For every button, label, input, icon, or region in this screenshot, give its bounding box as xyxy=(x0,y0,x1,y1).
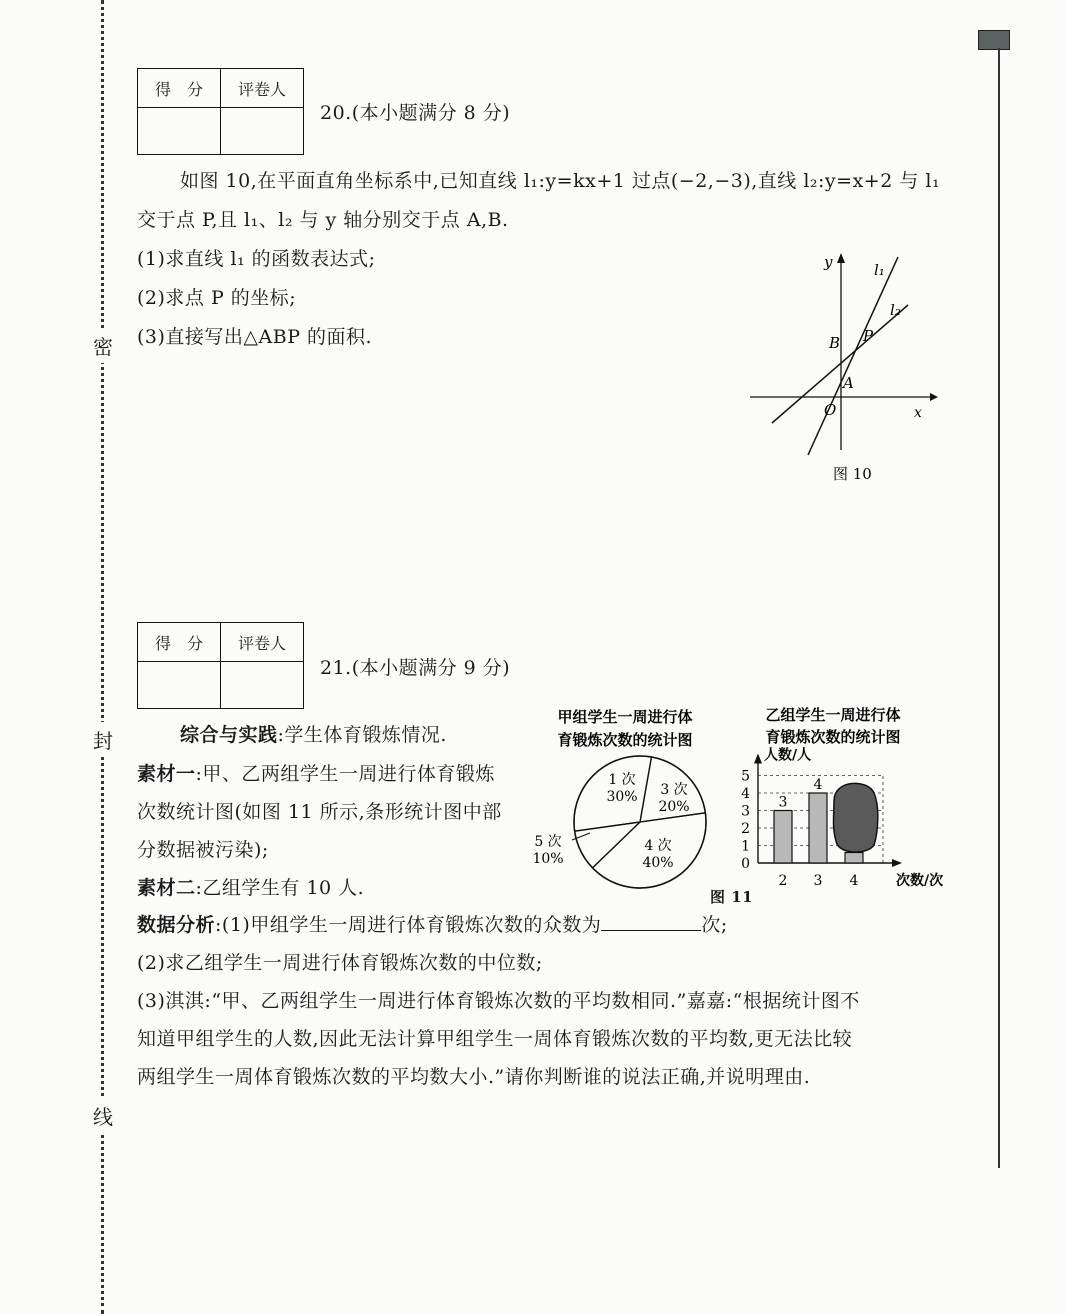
grader-label: 评卷人 xyxy=(221,69,304,108)
pie-percent-label: 40% xyxy=(642,855,674,871)
q21-m1-line2: 次数统计图(如图 11 所示,条形统计图中部 xyxy=(137,801,502,823)
pie-category-label: 4 次 xyxy=(644,838,672,854)
bar-y-tick: 4 xyxy=(741,786,750,802)
ink-stain-blot xyxy=(834,783,878,852)
score-cell[interactable] xyxy=(138,662,221,709)
bar-title-line2: 育锻炼次数的统计图 xyxy=(765,728,901,746)
origin-label: O xyxy=(824,401,837,419)
pie-chart xyxy=(520,700,730,890)
bar-x-label: 次数/次 xyxy=(896,873,944,889)
score-cell[interactable] xyxy=(138,108,221,155)
q21-m2-rest: :乙组学生有 10 人. xyxy=(195,877,365,899)
point-p-label: P xyxy=(863,327,874,345)
q20-line1: 如图 10,在平面直角坐标系中,已知直线 l₁:y=kx+1 过点(−2,−3),直线 l₂:y=x+2 与 l₁ xyxy=(180,170,941,192)
bar-chart xyxy=(728,700,944,890)
answer-blank[interactable] xyxy=(601,912,701,931)
q21-m1-line1: :甲、乙两组学生一周进行体育锻炼 xyxy=(195,763,495,785)
pie-group xyxy=(532,756,706,888)
bar-4-visible-stub xyxy=(845,853,863,864)
grader-cell[interactable] xyxy=(221,108,304,155)
q21-m1-line3: 分数据被污染); xyxy=(137,839,269,861)
q21-analysis-rest: :(1)甲组学生一周进行体育锻炼次数的众数为 xyxy=(215,914,602,936)
q20-part1: (1)求直线 l₁ 的函数表达式; xyxy=(137,248,376,270)
bar-x-arrow xyxy=(892,859,902,867)
pie-category-label: 1 次 xyxy=(608,772,636,788)
q20-part2: (2)求点 P 的坐标; xyxy=(137,287,297,309)
q21-m1-bold: 素材一 xyxy=(137,763,196,785)
pie-slice-5次 xyxy=(575,822,640,868)
bar-group xyxy=(741,747,943,890)
y-axis-label: y xyxy=(824,253,833,271)
q21-analysis xyxy=(137,910,728,937)
figure-11-caption: 图 11 xyxy=(710,888,754,906)
seal-char-feng: 封 xyxy=(93,722,113,757)
pie-category-label: 5 次 xyxy=(534,834,562,850)
right-border-line xyxy=(998,48,1000,1168)
y-axis-arrow xyxy=(837,253,845,263)
q21-material2 xyxy=(137,873,364,900)
l1-label: l₁ xyxy=(874,261,885,279)
bar-value-label: 3 xyxy=(778,794,788,811)
bar-y-arrow xyxy=(754,754,762,764)
figure-10-caption: 图 10 xyxy=(833,465,872,483)
q21-intro-bold: 综合与实践 xyxy=(180,724,278,746)
seal-char-xian: 线 xyxy=(93,1098,113,1133)
q21-analysis-unit: 次; xyxy=(701,914,728,936)
pie-title-line2: 育锻炼次数的统计图 xyxy=(557,731,693,749)
bar-2 xyxy=(774,811,792,864)
x-axis-arrow xyxy=(930,393,938,401)
q21-material1 xyxy=(137,759,495,786)
bar-x-tick: 3 xyxy=(813,873,823,889)
point-b-label: B xyxy=(829,334,841,352)
bar-x-tick: 2 xyxy=(778,873,788,889)
q21-part2: (2)求乙组学生一周进行体育锻炼次数的中位数; xyxy=(137,952,543,974)
bar-y-tick: 0 xyxy=(741,856,750,872)
q21-intro xyxy=(180,720,447,747)
pie-percent-label: 10% xyxy=(532,851,564,867)
score-table-q21 xyxy=(137,622,304,709)
x-axis-label: x xyxy=(914,405,922,421)
pie-title-line1: 甲组学生一周进行体 xyxy=(557,708,693,726)
bar-x-tick: 4 xyxy=(849,873,859,889)
q21-part3-line1: (3)淇淇:“甲、乙两组学生一周进行体育锻炼次数的平均数相同.”嘉嘉:“根据统计图不 xyxy=(137,990,860,1012)
q21-m2-bold: 素材二 xyxy=(137,877,196,899)
q21-part3-line2: 知道甲组学生的人数,因此无法计算甲组学生一周体育锻炼次数的平均数,更无法比较 xyxy=(137,1028,853,1050)
bar-y-tick: 3 xyxy=(741,803,750,820)
q21-header: 21.(本小题满分 9 分) xyxy=(320,657,511,679)
line-l2 xyxy=(772,305,908,423)
figure-10 xyxy=(740,245,940,490)
q20-header: 20.(本小题满分 8 分) xyxy=(320,102,511,124)
line-l1 xyxy=(808,257,898,455)
point-a-label: A xyxy=(843,374,854,392)
bar-3 xyxy=(809,793,827,863)
score-label: 得 分 xyxy=(138,69,221,108)
bar-y-label: 人数/人 xyxy=(764,747,812,764)
q20-part3: (3)直接写出△ABP 的面积. xyxy=(137,326,373,348)
pie-percent-label: 20% xyxy=(658,799,690,815)
bar-y-tick: 5 xyxy=(741,768,750,785)
q21-part3-line3: 两组学生一周体育锻炼次数的平均数大小.”请你判断谁的说法正确,并说明理由. xyxy=(137,1066,811,1088)
q20-line2: 交于点 P,且 l₁、l₂ 与 y 轴分别交于点 A,B. xyxy=(137,209,509,231)
pie-percent-label: 30% xyxy=(606,789,638,805)
q21-analysis-bold: 数据分析 xyxy=(137,914,216,936)
corner-tab xyxy=(978,30,1010,50)
q21-intro-rest: :学生体育锻炼情况. xyxy=(277,724,447,746)
bar-title-line1: 乙组学生一周进行体 xyxy=(765,706,901,724)
pie-category-label: 3 次 xyxy=(660,782,688,798)
grader-cell[interactable] xyxy=(221,662,304,709)
l2-label: l₂ xyxy=(890,301,901,319)
score-label: 得 分 xyxy=(138,623,221,662)
seal-char-mi: 密 xyxy=(93,328,113,363)
grader-label: 评卷人 xyxy=(221,623,304,662)
score-table-q20 xyxy=(137,68,304,155)
bar-value-label: 4 xyxy=(813,777,823,793)
bar-y-tick: 1 xyxy=(741,838,750,855)
bar-y-tick: 2 xyxy=(741,821,750,837)
